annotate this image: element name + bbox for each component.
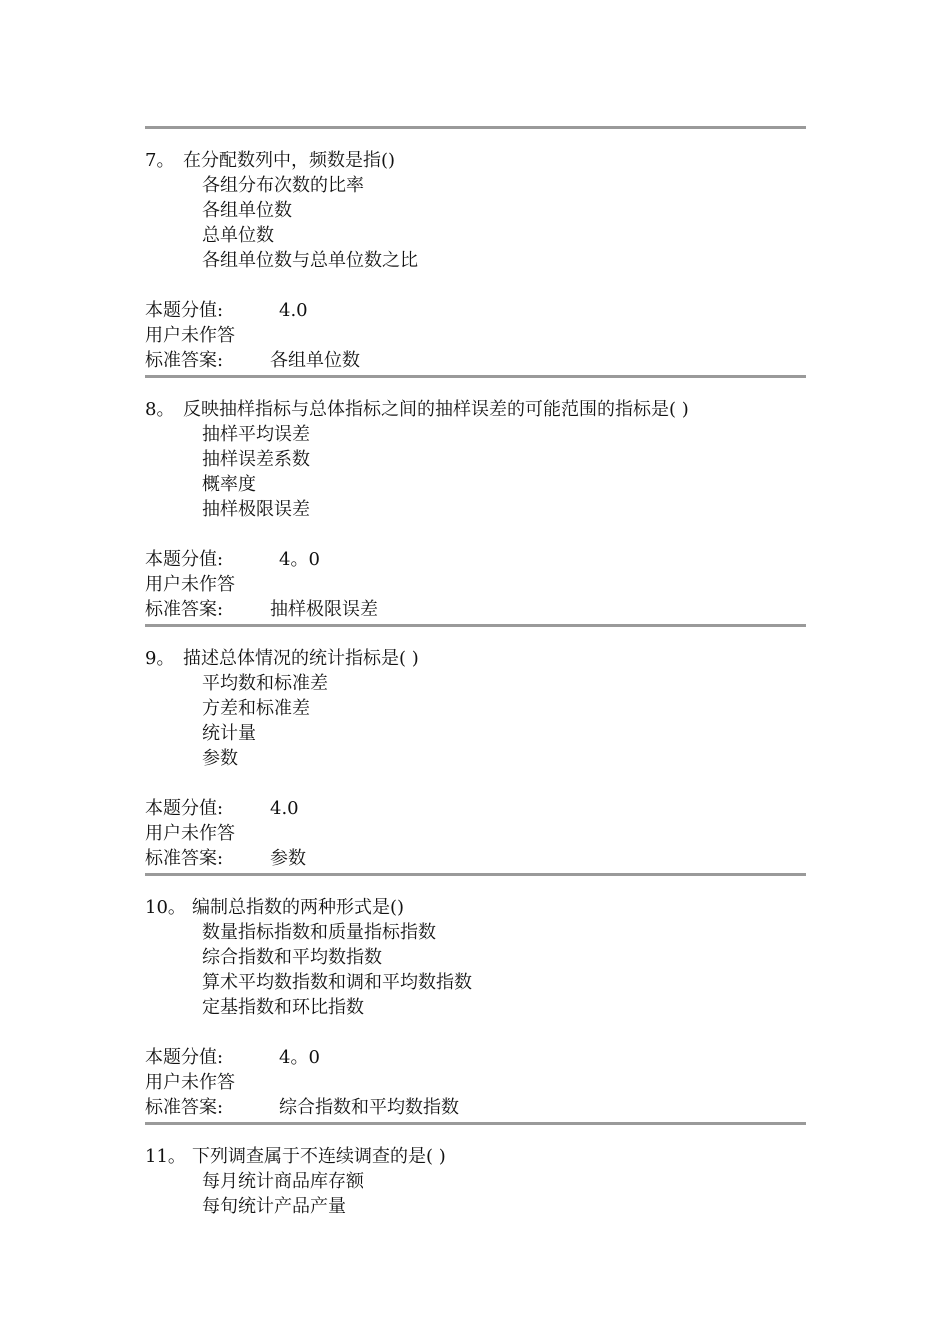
- answer-label: 标准答案:: [145, 848, 224, 869]
- option-text: 抽样误差系数: [202, 449, 310, 470]
- option-text: 抽样平均误差: [202, 424, 310, 445]
- option-text: 数量指标指数和质量指标指数: [202, 922, 436, 943]
- score-value: 4.0: [279, 300, 308, 321]
- question-number: 7。: [145, 150, 175, 171]
- score-label: 本题分值:: [145, 549, 224, 570]
- question-number: 11。: [145, 1146, 186, 1167]
- option-text: 定基指数和环比指数: [202, 997, 364, 1018]
- question-text: 反映抽样指标与总体指标之间的抽样误差的可能范围的指标是( ): [183, 399, 689, 420]
- answer-label: 标准答案:: [145, 350, 224, 371]
- score-value: 4。0: [279, 549, 320, 570]
- option-text: 各组分布次数的比率: [202, 175, 364, 196]
- separator-line: [145, 873, 806, 876]
- answer-value: 参数: [270, 848, 306, 869]
- question-text: 编制总指数的两种形式是(): [192, 897, 405, 918]
- separator-line: [145, 375, 806, 378]
- option-text: 算术平均数指数和调和平均数指数: [202, 972, 472, 993]
- option-text: 概率度: [202, 474, 256, 495]
- separator-line: [145, 126, 806, 129]
- user-answer-status: 用户未作答: [145, 325, 235, 346]
- question-number: 10。: [145, 897, 186, 918]
- score-value: 4.0: [270, 798, 299, 819]
- question-number: 8。: [145, 399, 175, 420]
- score-label: 本题分值:: [145, 300, 224, 321]
- separator-line: [145, 624, 806, 627]
- answer-value: 各组单位数: [270, 350, 360, 371]
- user-answer-status: 用户未作答: [145, 823, 235, 844]
- option-text: 各组单位数与总单位数之比: [202, 250, 418, 271]
- option-text: 方差和标准差: [202, 698, 310, 719]
- answer-label: 标准答案:: [145, 1097, 224, 1118]
- answer-value: 抽样极限误差: [270, 599, 378, 620]
- user-answer-status: 用户未作答: [145, 574, 235, 595]
- answer-value: 综合指数和平均数指数: [279, 1097, 459, 1118]
- option-text: 参数: [202, 748, 238, 769]
- user-answer-status: 用户未作答: [145, 1072, 235, 1093]
- score-label: 本题分值:: [145, 1047, 224, 1068]
- option-text: 抽样极限误差: [202, 499, 310, 520]
- score-value: 4。0: [279, 1047, 320, 1068]
- question-number: 9。: [145, 648, 175, 669]
- option-text: 平均数和标准差: [202, 673, 328, 694]
- option-text: 每旬统计产品产量: [202, 1196, 346, 1217]
- option-text: 各组单位数: [202, 200, 292, 221]
- question-text: 描述总体情况的统计指标是( ): [183, 648, 419, 669]
- option-text: 统计量: [202, 723, 256, 744]
- question-text: 在分配数列中，频数是指(): [183, 150, 396, 171]
- separator-line: [145, 1122, 806, 1125]
- score-label: 本题分值:: [145, 798, 224, 819]
- answer-label: 标准答案:: [145, 599, 224, 620]
- option-text: 每月统计商品库存额: [202, 1171, 364, 1192]
- option-text: 总单位数: [202, 225, 274, 246]
- option-text: 综合指数和平均数指数: [202, 947, 382, 968]
- question-text: 下列调查属于不连续调查的是( ): [192, 1146, 446, 1167]
